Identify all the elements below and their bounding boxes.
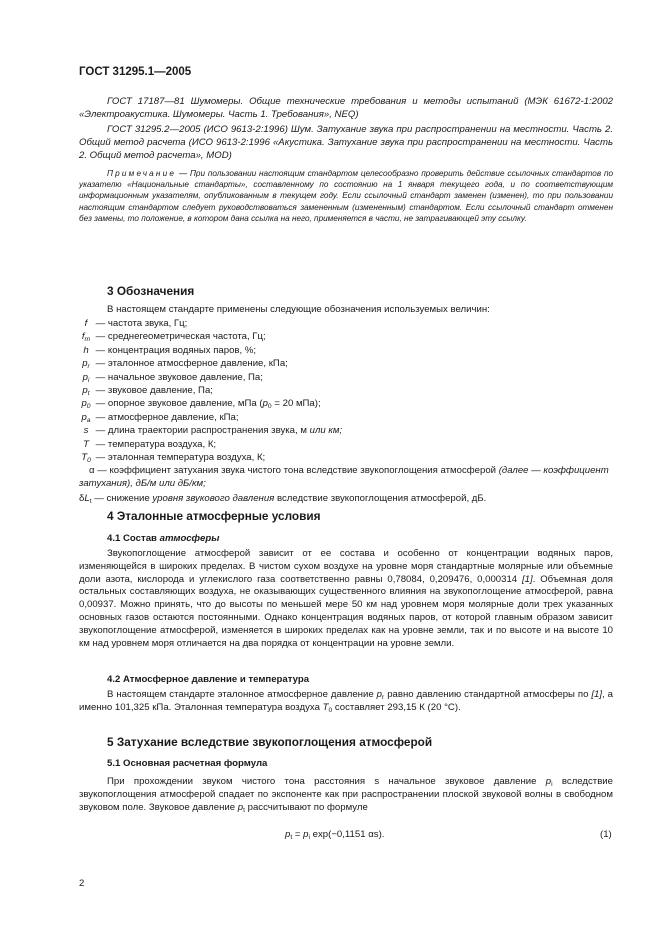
subsection-4-2-title: 4.2 Атмосферное давление и температура — [107, 674, 310, 685]
symbol-pi: $p_i$ — начальное звуковое давление, Па; — [82, 371, 263, 384]
symbol-fm: $f_m$ — среднегеометрическая частота, Гц; — [81, 331, 266, 344]
section-5-title: 5 Затухание вследствие звукопоглощения атмосферой — [107, 735, 433, 749]
normative-reference-1: ГОСТ 17187—81 Шумомеры. Общие технические требования и методы испытаний (МЭК 61672-1:2002 «Электроакустика. Шумомеры. Часть 1. Требования», NEQ) — [79, 96, 613, 120]
page-number: 2 — [79, 878, 85, 889]
symbol-alpha: α — коэффициент затухания звука чистого тона вследствие звукопоглощения атмосферой (далее — коэффициент затухания), дБ/м или дБ/км; — [79, 465, 609, 490]
symbol-h: h — концентрация водяных паров, %; — [83, 344, 257, 356]
symbol-p0: $p_0$ — опорное звуковое давление, мПа ($p_0 = 20$ мПа); — [81, 398, 321, 411]
symbol-s: s — длина траектории распространения звука, м или км; — [83, 425, 343, 437]
subsection-4-1-title: 4.1 Состав атмосферы — [107, 533, 220, 544]
normative-reference-2: ГОСТ 31295.2—2005 (ИСО 9613-2:1996) Шум. Затухание звука при распространении на местности. Часть 2. Общий метод расчета (ИСО 9613-2:1996 «Акустика. Затухание звука при распространении на местности. Часть 2. Общий метод расчета», MOD) — [79, 124, 613, 161]
symbol-pr: $p_r$ — эталонное атмосферное давление, кПа; — [82, 358, 288, 371]
symbol-pa: $p_a$ — атмосферное давление, кПа; — [81, 411, 239, 424]
symbol-pt: $p_t$ — звуковое давление, Па; — [82, 385, 213, 398]
note-label: Примечание — [107, 169, 177, 178]
section-4-title: 4 Эталонные атмосферные условия — [107, 509, 321, 523]
symbol-f: f — частота звука, Гц; — [84, 318, 188, 329]
symbol-T: T — температура воздуха, К; — [83, 438, 217, 450]
paragraph-4-1: Звукопоглощение атмосферой зависит от ее состава и особенно от концентрации водяных паров, изменяющейся в широких пределах. В чистом сухом воздухе на уровне моря стандартные молярные или объемные доли азота, кислорода и углекислого газа соответственно равны 0,78084, 0,209476, 0,000314 [1]. Объемная доля остальных составляющих воздуха, не оказывающих существенного влияния на звукопоглощение атмосферой, равна 0,00937. Можно принять, что до высоты по меньшей мере 50 км над уровнем моря молярные доли трех указанных основных газов остаются постоянными. Однако концентрация водяных паров, от которой главным образом зависит звукопоглощение атмосферой, изменяется в широких пределах как на уровне земли, так и по высоте и на высоте 10 км над уровнем моря отличается на два порядка от концентрации на уровне земли. — [79, 548, 613, 649]
subsection-5-1-title: 5.1 Основная расчетная формула — [107, 758, 268, 769]
note-text: — При пользовании настоящим стандартом целесообразно проверить действие ссылочных стандартов по указателю «Национальные стандарты», составленному по состоянию на 1 января текущего года, и по соответствующим информационным указателям, опубликованным в текущем году. Если ссылочный стандарт заменен (изменен), то при пользовании настоящим стандартом следует руководствоваться замененным (измененным) стандартом. Если ссылочный стандарт отменен без замены, то положение, в котором дана ссылка на него, применяется в части, не затрагивающей эту ссылку. — [79, 169, 613, 223]
formula-1: $p_t = p_i$ exp(−0,1151 αs). — [285, 829, 385, 841]
formula-number: (1) — [600, 829, 612, 840]
paragraph-4-2: В настоящем стандарте эталонное атмосферное давление $p_r$ равно давлению стандартной атмосферы по [1], а именно 101,325 кПа. Эталонная температура воздуха $T_0$ составляет 293,15 К (20 °С). — [79, 689, 614, 714]
symbols-intro: В настоящем стандарте применены следующие обозначения используемых величин: — [107, 304, 490, 315]
symbol-delta-L: $\delta L_t$ — снижение уровня звукового давления вследствие звукопоглощения атмосферой, дБ. — [79, 493, 487, 506]
document-header: ГОСТ 31295.1—2005 — [79, 66, 192, 78]
paragraph-5-1: При прохождении звуком чистого тона расстояния s начальное звуковое давление $p_i$ вследствие звукопоглощения атмосферой спадает по экспоненте как при распространении плоской звуковой волны в свободном звуковом поле. Звуковое давление $p_t$ рассчитывают по формуле — [79, 776, 613, 814]
symbol-T0: $T_0$ — эталонная температура воздуха, К; — [81, 452, 266, 465]
symbols-list — [79, 317, 619, 506]
section-3-title: 3 Обозначения — [107, 284, 195, 298]
reference-note — [79, 168, 613, 224]
